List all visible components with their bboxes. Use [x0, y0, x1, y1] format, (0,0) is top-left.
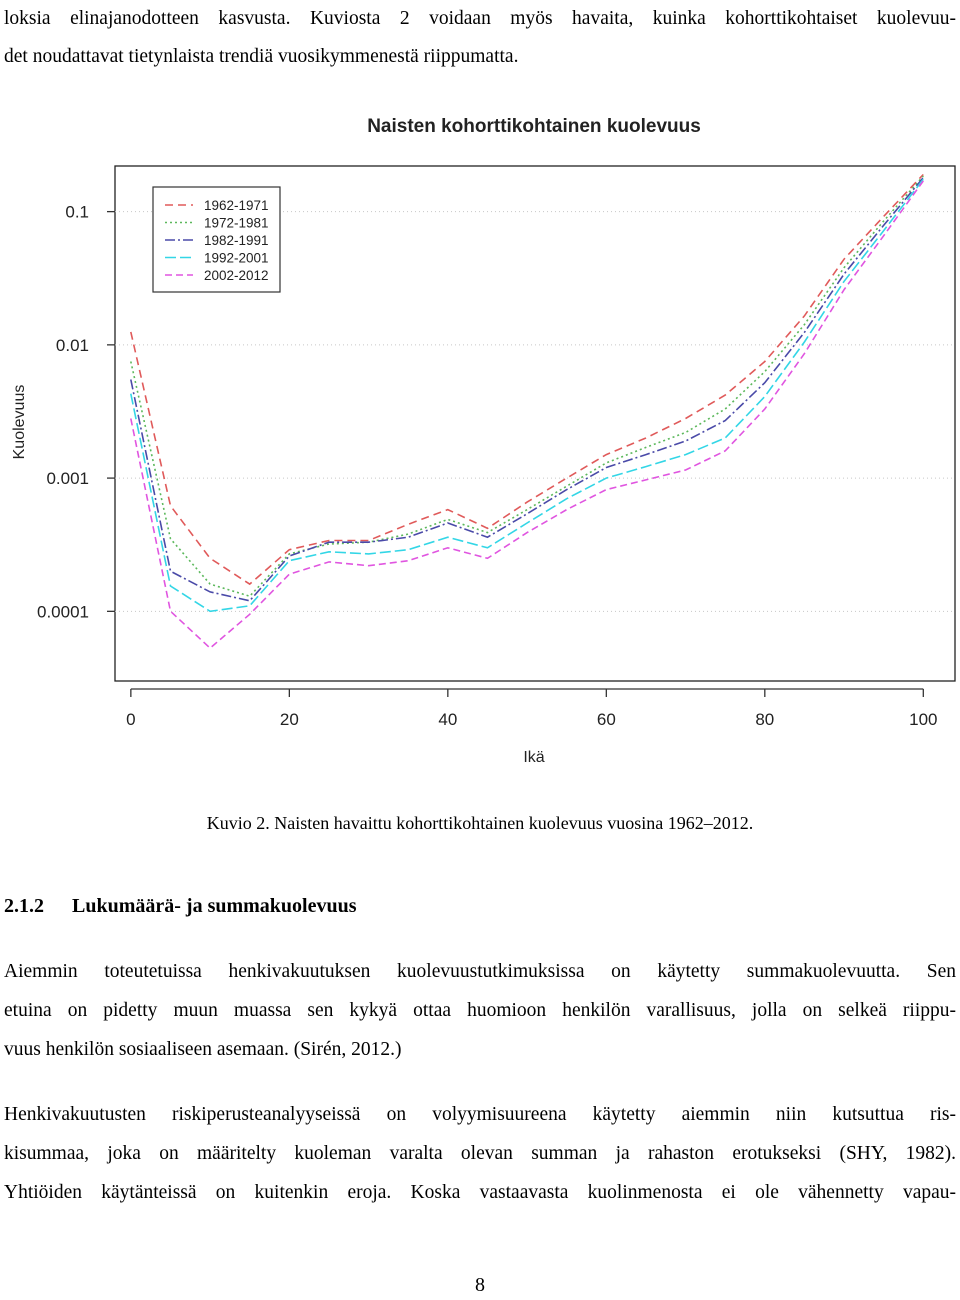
x-tick-label: 40: [438, 710, 458, 729]
mortality-chart: [0, 100, 960, 790]
paragraph-1-line-2: etuina on pidetty muun muassa sen kykyä ottaa huomioon henkilön varallisuus, jolla on selkeä riippu-: [4, 1000, 956, 1021]
x-tick-label: 100: [909, 710, 938, 729]
paragraph-1-line-3: vuus henkilön sosiaaliseen asemaan. (Sirén, 2012.): [4, 1039, 402, 1060]
x-axis-label: Ikä: [523, 749, 545, 766]
intro-line-2: det noudattavat tietynlaista trendiä vuosikymmenestä riippumatta.: [4, 46, 519, 67]
chart-title: Naisten kohorttikohtainen kuolevuus: [367, 116, 701, 137]
figure-caption: Kuvio 2. Naisten havaittu kohorttikohtainen kuolevuus vuosina 1962–2012.: [206, 813, 754, 833]
section-number: 2.1.2: [4, 895, 44, 917]
legend-label: 1972-1981: [204, 215, 269, 231]
paragraph-2-line-3: Yhtiöiden käytänteissä on kuitenkin eroja. Koska vastaavasta kuolinmenosta ei ole vähennetty vapau-: [4, 1182, 956, 1203]
intro-line-1: loksia elinajanodotteen kasvusta. Kuviosta 2 voidaan myös havaita, kuinka kohorttikohtaiset kuolevuu-: [4, 8, 956, 29]
x-tick-label: 80: [755, 710, 775, 729]
paragraph-1: [4, 952, 956, 1069]
y-tick-label: 0.0001: [37, 602, 89, 622]
x-tick-label: 0: [126, 710, 136, 729]
intro-paragraph: [4, 0, 956, 76]
y-tick-label: 0.001: [46, 469, 89, 489]
chart-legend: [153, 187, 280, 292]
paragraph-1-line-1: Aiemmin toteutetuissa henkivakuutuksen kuolevuustutkimuksissa on käytetty summakuolevuutta. Sen: [4, 961, 956, 982]
paragraph-2: [4, 1095, 956, 1212]
section-title: Lukumäärä- ja summakuolevuus: [72, 895, 357, 917]
x-tick-label: 60: [596, 710, 616, 729]
y-tick-label: 0.1: [65, 202, 89, 222]
legend-label: 1982-1991: [204, 233, 269, 248]
legend-label: 2002-2012: [204, 268, 269, 283]
page-number: 8: [475, 1274, 485, 1296]
chart-svg: [0, 100, 960, 790]
y-axis-label: Kuolevuus: [11, 384, 28, 460]
paragraph-2-line-1: Henkivakuutusten riskiperusteanalyyseissä on volyymisuureena käytetty aiemmin niin kutsuttua ris-: [4, 1104, 956, 1125]
paragraph-2-line-2: kisummaa, joka on määritelty kuoleman varalta olevan summan ja rahaston erotukseksi (SHY, 1982).: [4, 1143, 956, 1164]
section-heading: [4, 895, 357, 918]
legend-label: 1962-1971: [204, 198, 269, 213]
legend-label: 1992-2001: [204, 250, 269, 266]
x-tick-label: 20: [279, 710, 299, 729]
y-tick-label: 0.01: [55, 335, 89, 355]
